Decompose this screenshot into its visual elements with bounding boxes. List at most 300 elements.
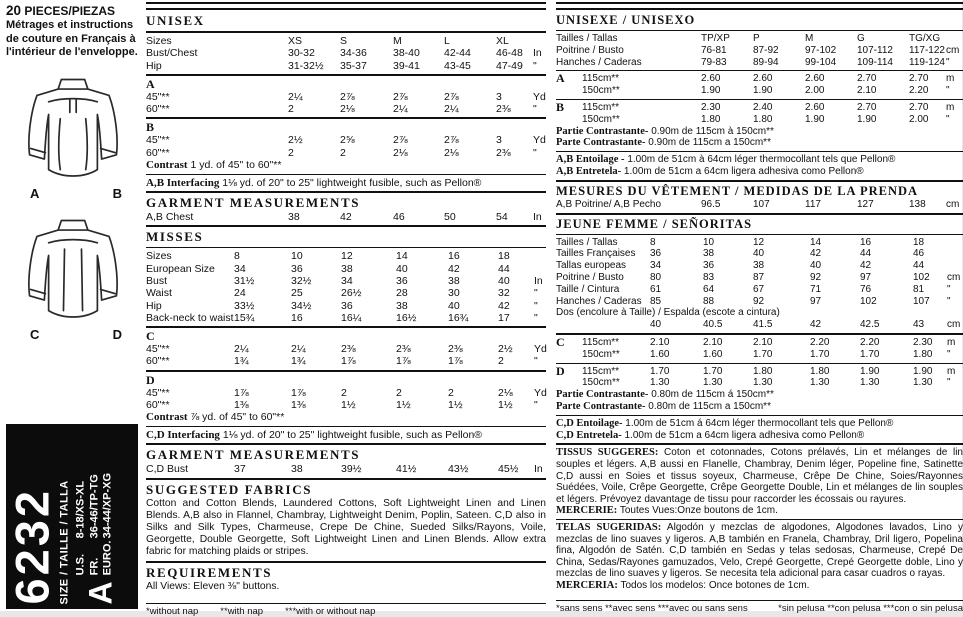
row-value: 2.20 (810, 336, 830, 348)
top-rule-right (556, 2, 963, 10)
interfacing-ab-line (146, 177, 546, 190)
pattern-number: 6232 (5, 487, 59, 605)
row-unit (947, 248, 963, 260)
view-labels-ab (6, 186, 140, 201)
row-value: 1⅞ (234, 386, 249, 399)
row-value: 2.00 (805, 85, 825, 97)
footnote-without-nap: *without nap (146, 605, 199, 617)
row-value: 150cm** (582, 377, 620, 389)
row-unit (533, 35, 546, 47)
row-label: 60"** (146, 146, 170, 159)
row-unit: " (533, 146, 537, 159)
size-row-fr (88, 473, 102, 575)
entoilage-ab-lines (556, 154, 963, 178)
row-value: 18 (913, 236, 925, 248)
contrast-label: Contrast (146, 159, 188, 172)
contrast-text: 1 yd. of 45" to 60"** (187, 159, 282, 172)
text-line (556, 137, 963, 149)
table-row (146, 300, 546, 312)
row-unit: " (533, 103, 537, 116)
row-value: 38 (703, 248, 715, 260)
row-value: 1.30 (913, 377, 933, 389)
row-label: Sizes (146, 250, 172, 263)
row-value: 2¼ (234, 343, 249, 356)
size-box-rotated-content (7, 424, 139, 609)
row-value: 50 (444, 211, 456, 224)
line-label: A,B Entoilage - (556, 154, 625, 166)
jeune-femme-size-table (556, 237, 963, 331)
sens-pelusa-footnotes (556, 603, 963, 614)
row-label: 60"** (146, 399, 170, 412)
row-value: 2½ (498, 343, 513, 356)
row-value: 150cm** (582, 113, 620, 125)
row-value: 2 (396, 386, 402, 399)
row-value: 2⅜ (496, 103, 511, 116)
row-value: 2 (288, 146, 294, 159)
row-value (753, 307, 810, 319)
row-value: 1⅜ (291, 399, 306, 412)
row-value: 37 (234, 463, 246, 476)
interfacing-cd-line (146, 429, 546, 442)
row-label: Hip (146, 59, 162, 72)
contrast-ab-metric-lines (556, 126, 963, 150)
row-value: 81 (913, 283, 925, 295)
row-value: 42 (340, 211, 352, 224)
row-unit (946, 33, 963, 45)
row-unit: In (533, 47, 542, 60)
row-value: 83 (703, 271, 715, 283)
row-value: 85 (650, 295, 662, 307)
row-value: 40.5 (703, 319, 723, 331)
euro-label: EURO. (101, 540, 114, 576)
row-value: 16½ (396, 311, 417, 324)
row-value: 16¼ (341, 311, 362, 324)
row-value: 46 (913, 248, 925, 260)
row-value: 38-40 (393, 47, 420, 60)
line-label: Parte Contrastante- (556, 137, 646, 149)
row-value: 44 (498, 262, 510, 275)
table-row (146, 287, 546, 299)
row-value: 41½ (396, 463, 417, 476)
view-label-c: C (30, 326, 40, 342)
table-row (556, 334, 963, 349)
row-value: 87 (753, 271, 765, 283)
size-row-us (75, 473, 89, 575)
row-value: 12 (341, 250, 353, 263)
row-value: 102 (913, 271, 930, 283)
text-line (556, 430, 963, 442)
view-labels-cd (6, 327, 140, 342)
table-row (146, 343, 546, 355)
text-line (556, 389, 963, 401)
row-value: 10 (291, 250, 303, 263)
row-value: 2 (340, 146, 346, 159)
view-d-metric-table (556, 363, 963, 390)
contrast-cd-line (146, 411, 546, 424)
row-value: 115cm** (582, 365, 620, 377)
row-value: 31-32½ (288, 59, 324, 72)
row-value: 117 (805, 198, 821, 210)
view-d-yardage-table (146, 387, 546, 412)
row-value: 14 (810, 236, 822, 248)
row-value: 2.10 (703, 336, 723, 348)
row-value: 2⅞ (444, 90, 459, 103)
merceria-label: MERCERIA: (556, 580, 618, 592)
row-unit: In (533, 211, 542, 224)
interfacing-cd-text: 1⅛ yd. of 20" to 25" lightweight fusible, such as Pellon® (219, 428, 483, 441)
row-value: 38 (753, 260, 765, 272)
row-unit: " (946, 56, 950, 68)
nap-footnotes (146, 606, 546, 617)
row-value: 2.70 (857, 73, 877, 85)
row-value (582, 296, 650, 308)
table-row (146, 399, 546, 411)
row-value: XL (496, 35, 509, 47)
row-value: 2¼ (444, 103, 459, 116)
row-value: 2.30 (701, 101, 721, 113)
row-value: 2½ (288, 134, 303, 147)
row-value: 1½ (448, 399, 463, 412)
row-unit (947, 237, 963, 249)
row-value: 41.5 (753, 319, 773, 331)
row-value: 38 (448, 274, 460, 287)
row-label: Hanches / Caderas (556, 295, 642, 307)
row-label: C (556, 334, 565, 349)
view-c-metric-table (556, 334, 963, 361)
row-value: 16 (860, 236, 872, 248)
text-line (556, 126, 963, 138)
view-b-metric-table (556, 99, 963, 126)
suggested-fabrics-text: Cotton and Cotton Blends, Laundered Cottons, Soft Lightweight Linen and Linen Blends. A,B also in Flannel, Chambray, Lightweight Denim, Poplin, Sateen. C,D also in Silks and Silk Types, Charmeuse, Crepe De Chine, Sueded Silks/Rayons, Voile, Georgette, Double Georgette, Soft Lightweight Linen and Linen Blends. Allow extra fabric for matching plaids or stripes. (146, 497, 546, 558)
row-value: 1½ (498, 399, 513, 412)
row-value: 34 (234, 262, 246, 275)
row-value: 36 (650, 248, 662, 260)
table-row (556, 349, 963, 361)
row-value: 36 (396, 274, 408, 287)
row-value: 30 (448, 287, 460, 300)
size-box (6, 424, 138, 609)
view-a-header: A (146, 76, 155, 91)
line-label: Partie Contrastante- (556, 389, 649, 401)
row-unit: " (534, 355, 538, 368)
row-unit: " (947, 283, 951, 295)
row-value: 115cm** (582, 101, 620, 113)
row-value: 2.30 (913, 336, 933, 348)
row-value (582, 57, 701, 69)
footnotes-spanish: *sin pelusa **con pelusa ***con o sin pelusa (778, 602, 963, 614)
row-value (582, 45, 701, 57)
telas-label: TELAS SUGERIDAS: (556, 522, 662, 534)
row-value: 1.90 (857, 113, 877, 125)
row-value: 36 (703, 260, 715, 272)
line-label: Parte Contrastante- (556, 400, 646, 412)
row-label: Taille / Cintura (556, 283, 620, 295)
mercerie-text: Toutes Vues:Onze boutons de 1cm. (617, 505, 778, 517)
row-value: 1.70 (860, 348, 880, 360)
table-row (146, 250, 546, 262)
table-row (146, 275, 546, 287)
row-value: 1.70 (703, 365, 723, 377)
fr-label: FR. (88, 557, 100, 576)
row-value: 2⅛ (444, 146, 459, 159)
unisexe-title: UNISEXE / UNISEXO (556, 13, 696, 27)
line-text: 1.00m de 51cm á 64cm léger thermocollant tels que Pellon® (622, 417, 894, 429)
row-value: 1.60 (650, 348, 670, 360)
row-unit: m (946, 73, 955, 85)
row-value: 1.90 (753, 85, 773, 97)
row-unit: " (946, 85, 950, 97)
row-value: 1.80 (810, 365, 830, 377)
row-unit: In (534, 463, 543, 476)
row-unit: Yd (534, 386, 547, 399)
row-value: 97 (810, 295, 822, 307)
line-text: 0.80m de 115cm á 150cm** (648, 389, 774, 401)
row-unit: cm (946, 44, 960, 56)
table-row (146, 312, 546, 324)
row-value: 2.70 (909, 101, 929, 113)
row-value: 87-92 (753, 44, 779, 56)
row-unit: m (946, 101, 955, 113)
requirements-text: All Views: Eleven ⅜" buttons. (146, 580, 280, 592)
row-value: 2 (341, 386, 347, 399)
row-value: 10 (703, 236, 715, 248)
table-row (556, 377, 963, 389)
row-value: 39½ (341, 463, 362, 476)
row-value: 2.20 (860, 336, 880, 348)
row-value: 1.90 (913, 365, 933, 377)
size-row-euro (102, 473, 116, 575)
row-value: 1.80 (753, 113, 773, 125)
tissus-sugeres-text (556, 447, 963, 505)
fr-value: 36-46/TP-TG (88, 474, 100, 539)
row-value: 38 (288, 211, 300, 224)
view-c-header: C (146, 329, 155, 344)
text-line (556, 401, 963, 413)
line-text: 1.00m de 51cm a 64cm ligera adhesiva como Pellon® (621, 429, 865, 441)
row-label (556, 349, 582, 361)
row-value (582, 272, 650, 284)
row-value: 2.60 (753, 73, 773, 85)
row-value: 30-32 (288, 47, 315, 60)
row-value (913, 307, 947, 319)
garment-measurements-cd-table (146, 463, 546, 475)
row-value: 150cm** (582, 348, 620, 360)
row-value: 127 (857, 198, 874, 210)
row-value: 47-49 (496, 59, 523, 72)
table-row (556, 33, 963, 45)
row-value: 2⅜ (496, 146, 511, 159)
left-column (5, 3, 140, 605)
line-text: 1.00m de 51cm a 64cm ligera adhesiva como Pellon® (621, 165, 864, 177)
unisexe-size-table (556, 33, 963, 68)
row-label: Tallas europeas (556, 260, 627, 272)
row-value: 34-36 (340, 47, 367, 60)
misses-size-table (146, 250, 546, 324)
mesures-title: MESURES DU VÊTEMENT / MEDIDAS DE LA PRENDA (556, 183, 919, 198)
row-value: 2.70 (909, 73, 929, 85)
row-value: 43 (913, 319, 925, 331)
euro-value: 34-44/XP-XG (101, 472, 114, 539)
row-value: 115cm** (582, 336, 620, 348)
row-value: 1.90 (860, 365, 880, 377)
row-value: 8 (650, 236, 656, 248)
view-b-header: B (146, 120, 155, 135)
row-unit: cm (947, 319, 961, 331)
merceria-text: Todos los modelos: Once botones de 1cm. (617, 580, 810, 592)
row-label: Back-neck to waist (146, 311, 234, 324)
row-label: Poitrine / Busto (556, 44, 624, 56)
row-unit: Yd (534, 343, 547, 356)
row-unit: " (534, 399, 538, 412)
row-unit: " (533, 59, 537, 72)
row-label: Waist (146, 287, 172, 300)
table-row (556, 73, 963, 85)
row-value: 1.30 (703, 377, 723, 389)
footnotes-french: *sans sens **avec sens ***avec ou sans sens (556, 602, 748, 614)
requirements-title: REQUIREMENTS (146, 564, 273, 580)
shirt-back-ab-icon (20, 76, 126, 188)
row-value: 36 (291, 262, 303, 275)
row-value: 107 (753, 198, 770, 210)
row-value: 67 (753, 283, 765, 295)
row-value: 1.30 (860, 377, 880, 389)
row-unit (534, 250, 546, 262)
views-ab-illustration (6, 76, 140, 201)
telas-sugeridas-text (556, 522, 963, 580)
row-value: 2⅛ (498, 386, 513, 399)
row-value (582, 284, 650, 296)
row-value: 28 (396, 287, 408, 300)
row-label: Hip (146, 299, 162, 312)
view-a-metric-table (556, 73, 963, 97)
row-value: 1⅞ (396, 355, 411, 368)
table-row (146, 134, 546, 146)
row-label: D (556, 363, 565, 378)
row-value: 40 (448, 299, 460, 312)
row-value: 54 (496, 211, 508, 224)
table-row (146, 47, 546, 59)
footnote-with-or-without-nap: ***with or without nap (285, 605, 376, 617)
us-label: U.S. (74, 553, 87, 576)
row-value: 40 (396, 262, 408, 275)
mercerie-line (556, 505, 963, 517)
table-row (556, 260, 963, 272)
row-value: 107-112 (857, 44, 893, 56)
contrast-cd-text: ⅞ yd. of 45" to 60"** (187, 411, 285, 424)
row-value: TG/XG (909, 33, 941, 44)
line-label: A,B Entretela- (556, 165, 622, 177)
row-value: 102 (860, 295, 877, 307)
row-value (810, 307, 860, 319)
size-rows (75, 473, 116, 575)
row-value (582, 199, 701, 211)
row-value: 40 (650, 319, 662, 331)
row-value: 16¾ (448, 311, 469, 324)
mercerie-label: MERCERIE: (556, 505, 618, 517)
row-value: 1.80 (753, 365, 773, 377)
row-value: 8 (234, 250, 240, 263)
row-value: 1¾ (291, 355, 306, 368)
row-value: 1.70 (810, 348, 830, 360)
row-value: 1.30 (810, 377, 830, 389)
row-value: 43-45 (444, 59, 471, 72)
row-value: 38 (291, 463, 303, 476)
row-value: 36 (341, 299, 353, 312)
tissus-label: TISSUS SUGGERES: (556, 447, 659, 459)
row-value (582, 33, 701, 45)
row-value: 43½ (448, 463, 469, 476)
merceria-line (556, 580, 963, 592)
table-row (556, 319, 963, 331)
row-value: 40 (810, 260, 822, 272)
row-value: 89-94 (753, 56, 779, 68)
french-spanish-column (556, 2, 963, 614)
row-value: 14 (396, 250, 408, 263)
interfacing-ab-text: 1⅛ yd. of 20" to 25" lightweight fusible, such as Pellon® (219, 176, 482, 189)
row-label: A (556, 71, 565, 86)
row-value: 31½ (234, 274, 255, 287)
row-unit (947, 260, 963, 272)
top-rule (146, 2, 546, 10)
row-value: 45½ (498, 463, 519, 476)
table-row (556, 363, 963, 378)
row-value: 1¾ (234, 355, 249, 368)
row-value: 1.80 (701, 113, 721, 125)
line-text: 0.90m de 115cm a 150cm** (645, 137, 771, 149)
line-label: C,D Entretela- (556, 429, 622, 441)
row-value: 79-83 (701, 56, 727, 68)
row-value: 34 (650, 260, 662, 272)
row-value: 2.10 (857, 85, 877, 97)
garment-measurements-ab-table (146, 211, 546, 223)
row-value: 2.10 (753, 336, 773, 348)
table-row (556, 85, 963, 97)
entoilage-cd-lines (556, 418, 963, 442)
row-label: 45"** (146, 90, 170, 103)
table-row (146, 60, 546, 72)
row-value: 1.30 (650, 377, 670, 389)
row-value: 38 (341, 262, 353, 275)
row-value: 71 (810, 283, 822, 295)
garment-measurements-cd-title: GARMENT MEASUREMENTS (146, 447, 361, 463)
french-notice: Métrages et instructions de couture en Français à l'intérieur de l'enveloppe. (6, 19, 138, 58)
text-line (556, 154, 963, 166)
row-value: L (444, 35, 450, 47)
row-value: 42.5 (860, 319, 880, 331)
row-value: 117-122 (909, 44, 945, 56)
row-value: 32 (498, 287, 510, 300)
us-value: 8-18/XS-XL (74, 480, 87, 539)
row-value: 1⅞ (448, 355, 463, 368)
row-value: 2.20 (909, 85, 929, 97)
row-unit: " (534, 287, 538, 300)
interfacing-cd-label: C,D Interfacing (146, 428, 220, 441)
row-unit: Yd (533, 134, 546, 147)
row-value: 44 (860, 248, 872, 260)
row-value: 109-114 (857, 56, 893, 68)
row-value: 2.70 (857, 101, 877, 113)
row-unit (947, 307, 963, 319)
view-label-a: A (30, 185, 40, 201)
table-row (556, 45, 963, 57)
row-value: 32½ (291, 274, 312, 287)
size-box-bottom (75, 428, 116, 605)
row-value: 1.30 (753, 377, 773, 389)
table-row (556, 57, 963, 69)
text-line (556, 166, 963, 178)
row-value: 92 (810, 271, 822, 283)
row-label (556, 319, 582, 331)
